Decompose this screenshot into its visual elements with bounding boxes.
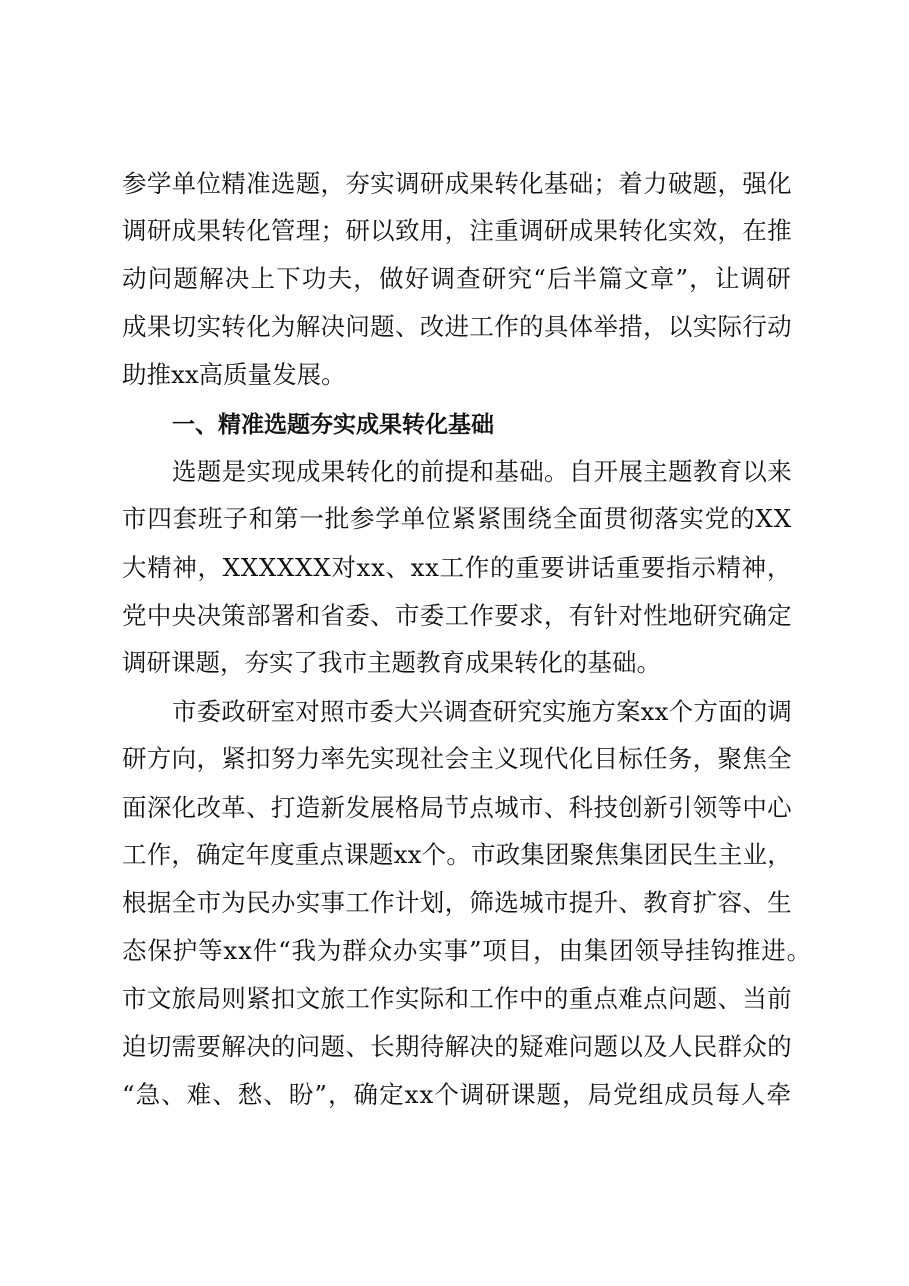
paragraph-line: 动问题解决上下功夫，做好调查研究“后半篇文章”，让调研 (122, 264, 792, 293)
paragraph-line: 选题是实现成果转化的前提和基础。自开展主题教育以来 (172, 457, 792, 486)
paragraph-line: “急、难、愁、盼”，确定xx个调研课题，局党组成员每人牵 (122, 1080, 792, 1109)
paragraph-line: 成果切实转化为解决问题、改进工作的具体举措，以实际行动 (122, 312, 792, 341)
paragraph-line: 迫切需要解决的问题、长期待解决的疑难问题以及人民群众的 (122, 1032, 792, 1061)
paragraph-line: 大精神，XXXXXX对xx、xx工作的重要讲话重要指示精神， (122, 553, 792, 582)
paragraph-line: 参学单位精准选题，夯实调研成果转化基础；着力破题，强化 (122, 169, 792, 198)
paragraph-line: 研方向，紧扣努力率先实现社会主义现代化目标任务，聚焦全 (122, 744, 792, 773)
paragraph-line: 市委政研室对照市委大兴调查研究实施方案xx个方面的调 (172, 697, 792, 726)
paragraph-line: 党中央决策部署和省委、市委工作要求，有针对性地研究确定 (122, 601, 792, 630)
paragraph-line: 调研成果转化管理；研以致用，注重调研成果转化实效，在推 (122, 216, 792, 245)
paragraph-line: 根据全市为民办实事工作计划，筛选城市提升、教育扩容、生 (122, 888, 792, 917)
paragraph-line: 态保护等xx件“我为群众办实事”项目，由集团领导挂钩推进。 (122, 936, 812, 965)
section-heading: 一、精准选题夯实成果转化基础 (172, 412, 494, 438)
paragraph-line: 调研课题，夯实了我市主题教育成果转化的基础。 (122, 648, 661, 677)
paragraph-line: 面深化改革、打造新发展格局节点城市、科技创新引领等中心 (122, 793, 792, 822)
paragraph-line: 市文旅局则紧扣文旅工作实际和工作中的重点难点问题、当前 (122, 984, 792, 1013)
paragraph-line: 市四套班子和第一批参学单位紧紧围绕全面贯彻落实党的XX (122, 504, 792, 533)
paragraph-line: 助推xx高质量发展。 (122, 360, 346, 389)
paragraph-line: 工作，确定年度重点课题xx个。市政集团聚焦集团民生主业， (122, 840, 792, 869)
